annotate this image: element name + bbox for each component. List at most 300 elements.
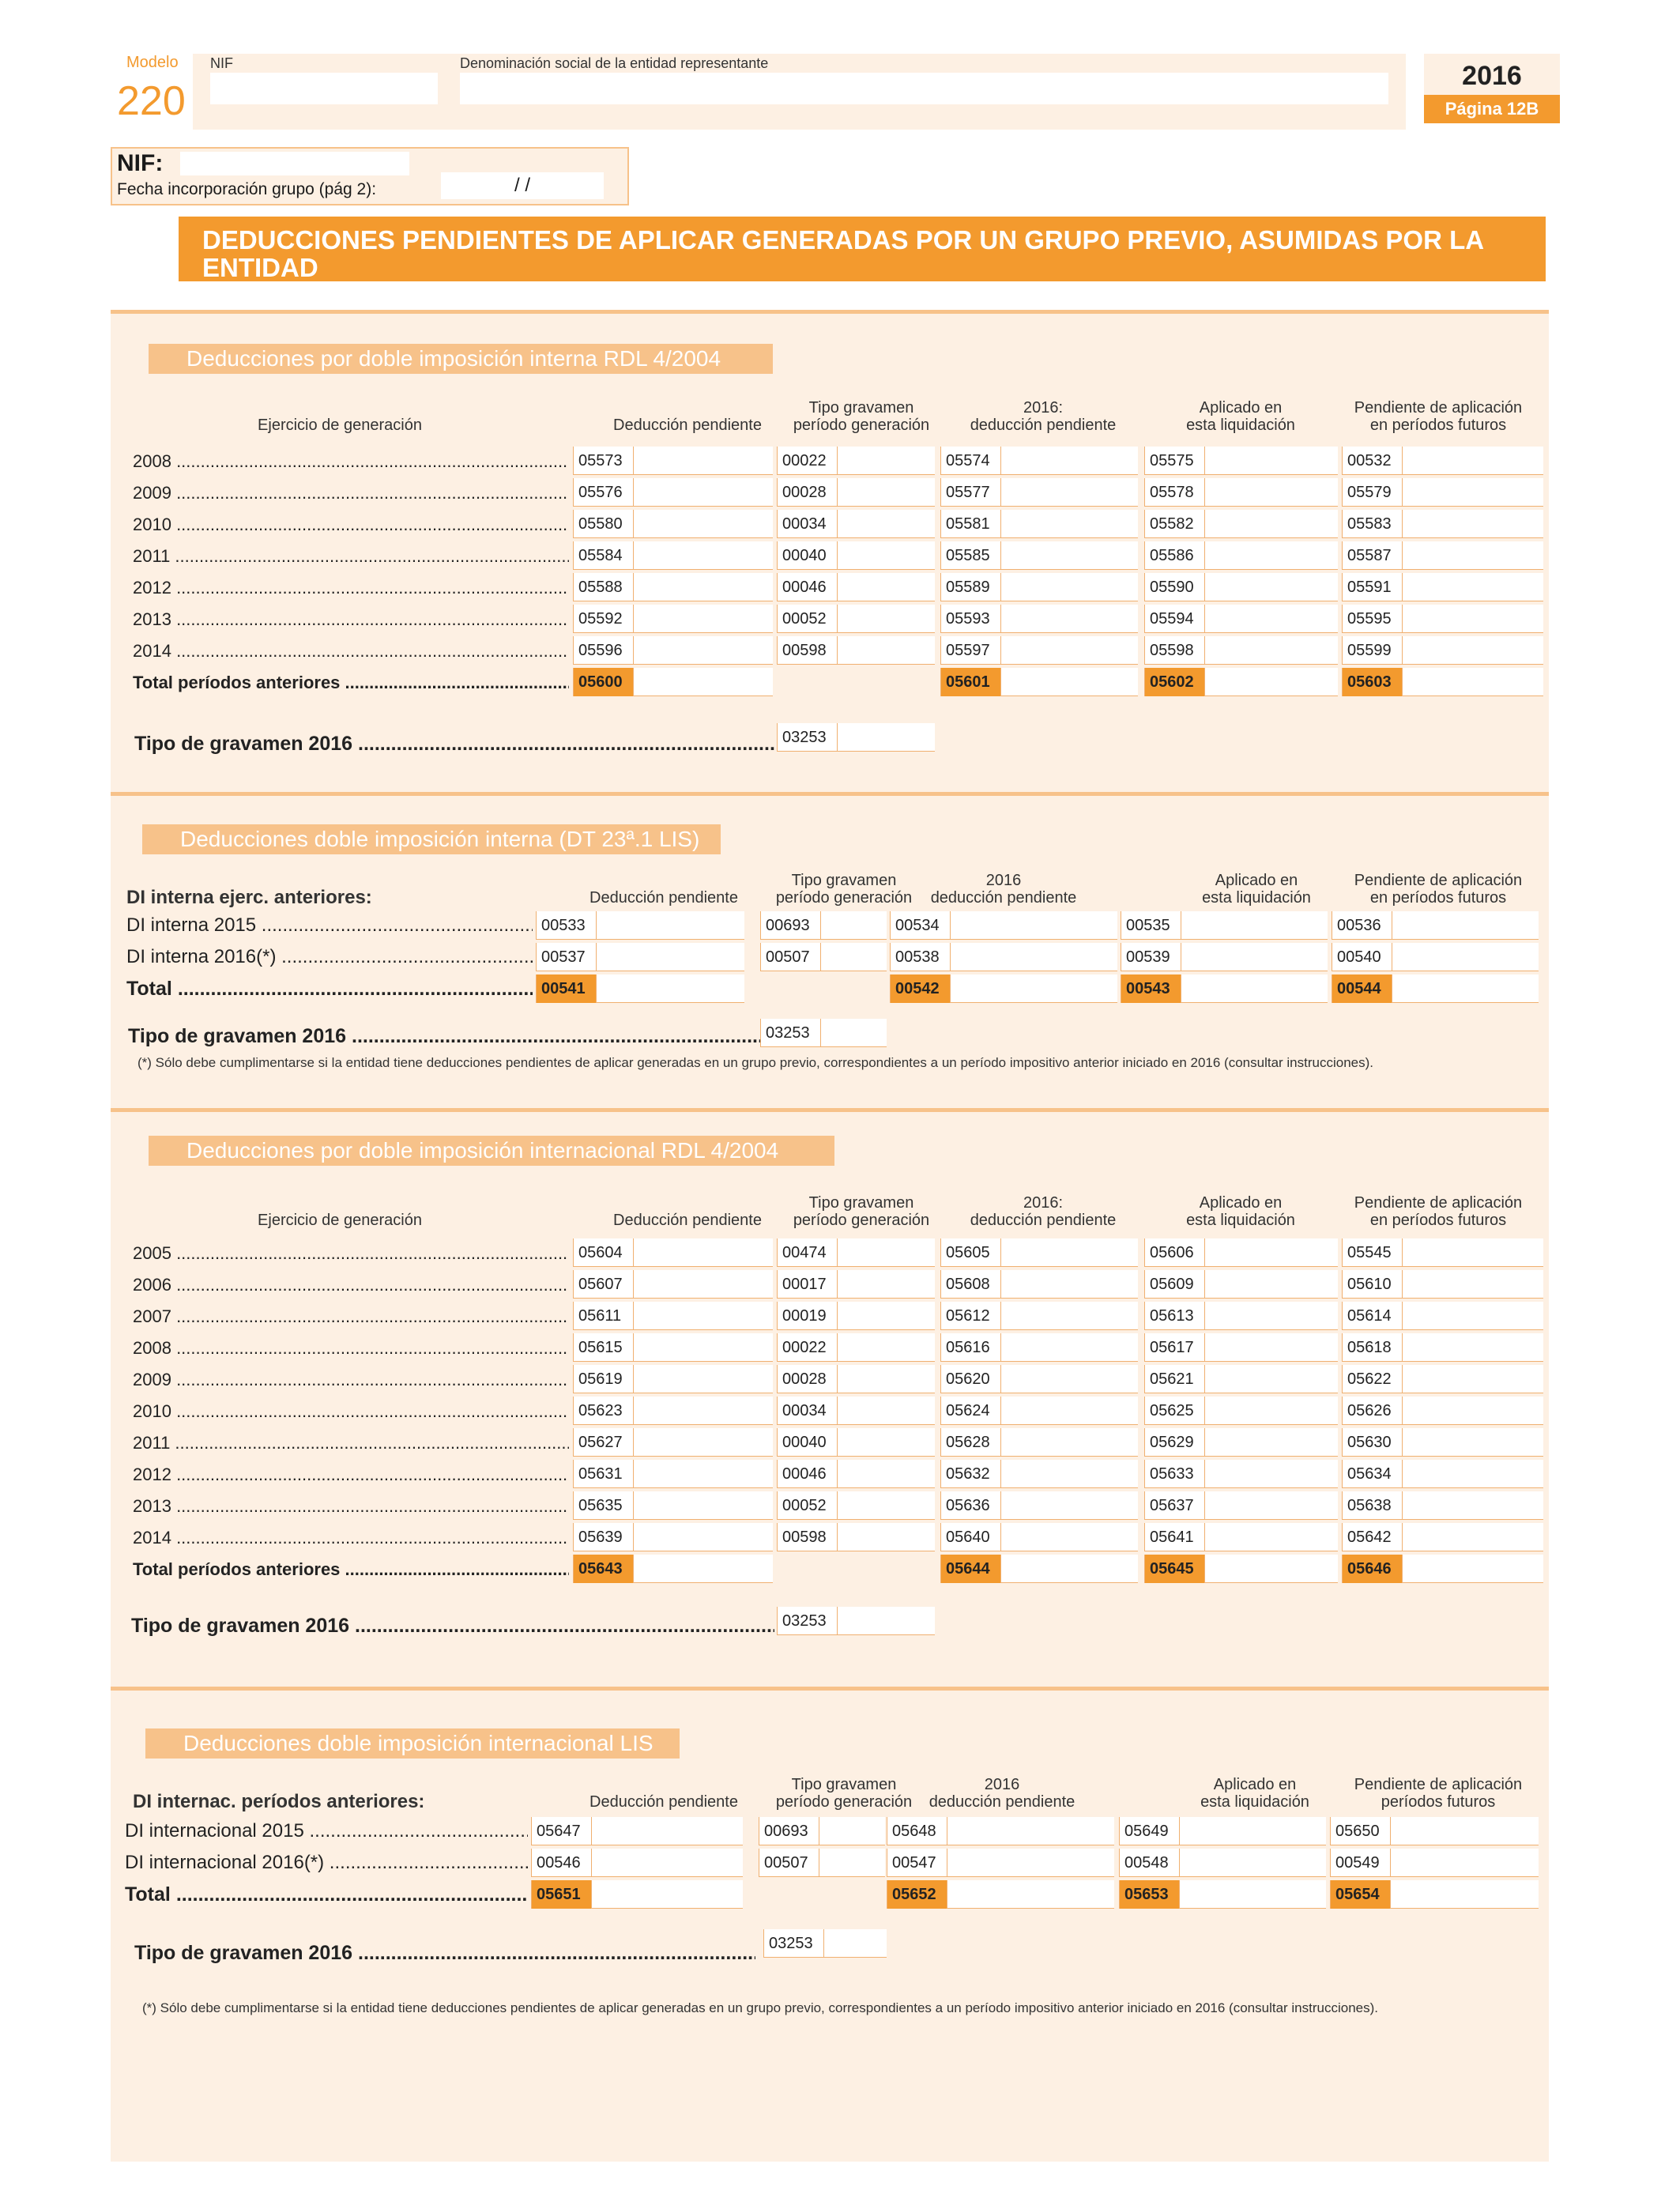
- field-05616[interactable]: [940, 1333, 1138, 1362]
- field-05589[interactable]: [940, 573, 1138, 601]
- field-00598-code: 00598: [778, 1523, 838, 1551]
- field-05593-code: 05593: [941, 605, 1001, 633]
- field-00541[interactable]: [536, 974, 744, 1003]
- field-00017[interactable]: [777, 1270, 935, 1299]
- field-05579[interactable]: [1342, 478, 1543, 507]
- field-00537-code: 00537: [537, 943, 597, 971]
- field-05641[interactable]: [1144, 1523, 1338, 1551]
- field-00034-code: 00034: [778, 510, 838, 538]
- field-05651[interactable]: [531, 1880, 743, 1909]
- field-05622-code: 05622: [1343, 1365, 1403, 1393]
- field-00052[interactable]: [777, 605, 935, 633]
- field-05635-code: 05635: [574, 1491, 634, 1520]
- field-00536-code: 00536: [1332, 911, 1392, 940]
- field-05614-code: 05614: [1343, 1302, 1403, 1330]
- field-05634[interactable]: [1342, 1460, 1543, 1488]
- field-00540-code: 00540: [1332, 943, 1392, 971]
- row-label: 2010 .....: [133, 515, 569, 535]
- field-05616-code: 05616: [941, 1333, 1001, 1362]
- field-05612[interactable]: [940, 1302, 1138, 1330]
- field-00536[interactable]: [1332, 911, 1539, 940]
- field-05602[interactable]: [1144, 668, 1338, 696]
- field-05617-code: 05617: [1145, 1333, 1205, 1362]
- field-05625-code: 05625: [1145, 1397, 1205, 1425]
- field-05652[interactable]: [887, 1880, 1114, 1909]
- field-05584-code: 05584: [574, 541, 634, 570]
- field-05596-code: 05596: [574, 636, 634, 665]
- field-05582[interactable]: [1144, 510, 1338, 538]
- field-05610[interactable]: [1342, 1270, 1543, 1299]
- field-05574[interactable]: [940, 447, 1138, 475]
- field-05602-code: 05602: [1145, 668, 1205, 696]
- field-05587[interactable]: [1342, 541, 1543, 570]
- field-00507-code: 00507: [759, 1849, 819, 1877]
- field-05595[interactable]: [1342, 605, 1543, 633]
- row-label: 2013 .....: [133, 1496, 569, 1517]
- field-00028[interactable]: [777, 478, 935, 507]
- field-00507[interactable]: [759, 1849, 885, 1877]
- field-05650-code: 05650: [1331, 1817, 1391, 1845]
- field-05642-code: 05642: [1343, 1523, 1403, 1551]
- field-05601-code: 05601: [941, 668, 1001, 696]
- col-head-left: DI interna ejerc. anteriores:: [126, 887, 372, 908]
- field-05627-code: 05627: [574, 1428, 634, 1457]
- field-05620-code: 05620: [941, 1365, 1001, 1393]
- row-label: 2011 .....: [133, 1433, 569, 1453]
- fecha-label: Fecha incorporación grupo (pág 2):: [117, 180, 377, 198]
- field-00022[interactable]: [777, 1333, 935, 1362]
- field-05610-code: 05610: [1343, 1270, 1403, 1299]
- field-05630-code: 05630: [1343, 1428, 1403, 1457]
- field-05595-code: 05595: [1343, 605, 1403, 633]
- field-05645-code: 05645: [1145, 1555, 1205, 1583]
- field-05647-code: 05647: [532, 1817, 592, 1845]
- field-05634-code: 05634: [1343, 1460, 1403, 1488]
- field-05545-code: 05545: [1343, 1238, 1403, 1267]
- row-label: 2007 .....: [133, 1306, 569, 1327]
- nif-box-input[interactable]: [180, 152, 409, 175]
- field-00046[interactable]: [777, 573, 935, 601]
- field-05587-code: 05587: [1343, 541, 1403, 570]
- field-05626-code: 05626: [1343, 1397, 1403, 1425]
- field-05644[interactable]: [940, 1555, 1138, 1583]
- field-05627[interactable]: [573, 1428, 773, 1457]
- field-05617[interactable]: [1144, 1333, 1338, 1362]
- field-05631[interactable]: [573, 1460, 773, 1488]
- field-05613-code: 05613: [1145, 1302, 1205, 1330]
- year-label: 2016: [1424, 54, 1560, 98]
- col-head-left: Ejercicio de generación: [258, 417, 422, 434]
- field-00040[interactable]: [777, 541, 935, 570]
- field-05606[interactable]: [1144, 1238, 1338, 1267]
- field-00022-code: 00022: [778, 1333, 838, 1362]
- field-05603-code: 05603: [1343, 668, 1403, 696]
- field-05645[interactable]: [1144, 1555, 1338, 1583]
- row-label: 2009 .....: [133, 483, 569, 503]
- field-05600-code: 05600: [574, 668, 634, 696]
- field-00046-code: 00046: [778, 573, 838, 601]
- nif-label: NIF: [210, 55, 233, 71]
- row-label: 2011 .....: [133, 546, 569, 567]
- total-label: Total períodos anteriores .....: [133, 673, 569, 693]
- field-05635[interactable]: [573, 1491, 773, 1520]
- field-00598[interactable]: [777, 636, 935, 665]
- tipo-gravamen-label: Tipo de gravamen 2016 .....: [134, 1942, 755, 1965]
- field-05603[interactable]: [1342, 668, 1543, 696]
- field-05590[interactable]: [1144, 573, 1338, 601]
- field-00533-code: 00533: [537, 911, 597, 940]
- field-05576-code: 05576: [574, 478, 634, 507]
- field-05590-code: 05590: [1145, 573, 1205, 601]
- field-00034[interactable]: [777, 1397, 935, 1425]
- field-00022[interactable]: [777, 447, 935, 475]
- field-05621[interactable]: [1144, 1365, 1338, 1393]
- field-00538-code: 00538: [891, 943, 951, 971]
- field-05584[interactable]: [573, 541, 773, 570]
- section-title: Deducciones doble imposición internacional LIS: [145, 1728, 680, 1759]
- field-05633[interactable]: [1144, 1460, 1338, 1488]
- field-00533[interactable]: [536, 911, 744, 940]
- col-head-aplicado: Aplicado en esta liquidación: [1186, 399, 1295, 434]
- section-di-internacional-lis: [111, 1687, 1549, 2162]
- col-head-pendiente: Pendiente de aplicación en períodos futuros: [1354, 872, 1523, 907]
- field-05604[interactable]: [573, 1238, 773, 1267]
- field-05604-code: 05604: [574, 1238, 634, 1267]
- field-05597-code: 05597: [941, 636, 1001, 665]
- field-05648[interactable]: [887, 1817, 1114, 1845]
- field-00052-code: 00052: [778, 1491, 838, 1520]
- field-05652-code: 05652: [887, 1880, 947, 1909]
- field-00538[interactable]: [890, 943, 1117, 971]
- field-00046[interactable]: [777, 1460, 935, 1488]
- field-05582-code: 05582: [1145, 510, 1205, 538]
- field-00034[interactable]: [777, 510, 935, 538]
- field-05637[interactable]: [1144, 1491, 1338, 1520]
- col-head-aplicado: Aplicado en esta liquidación: [1200, 1776, 1309, 1811]
- col-head-tipo: Tipo gravamen período generación: [775, 1776, 913, 1811]
- field-00539[interactable]: [1121, 943, 1328, 971]
- field-05625[interactable]: [1144, 1397, 1338, 1425]
- field-05585[interactable]: [940, 541, 1138, 570]
- field-00543-code: 00543: [1121, 974, 1181, 1003]
- field-05615-code: 05615: [574, 1333, 634, 1362]
- field-05574-code: 05574: [941, 447, 1001, 475]
- field-03253[interactable]: [760, 1019, 887, 1047]
- field-05653[interactable]: [1119, 1880, 1326, 1909]
- field-05613[interactable]: [1144, 1302, 1338, 1330]
- field-03253[interactable]: [777, 1607, 935, 1635]
- field-05632-code: 05632: [941, 1460, 1001, 1488]
- field-05623-code: 05623: [574, 1397, 634, 1425]
- field-05608[interactable]: [940, 1270, 1138, 1299]
- tipo-gravamen-label: Tipo de gravamen 2016 .....: [131, 1615, 774, 1638]
- field-00028-code: 00028: [778, 478, 838, 507]
- main-title-line2: INTEGRANTE DEL MISMO AL INCORPORARSE AL GRUPO (Art. 74.3 g) LIS): [202, 281, 1138, 310]
- field-00507[interactable]: [760, 943, 887, 971]
- field-00598[interactable]: [777, 1523, 935, 1551]
- field-05579-code: 05579: [1343, 478, 1403, 507]
- field-05623[interactable]: [573, 1397, 773, 1425]
- nif-box: [111, 147, 629, 205]
- field-05607[interactable]: [573, 1270, 773, 1299]
- field-05594-code: 05594: [1145, 605, 1205, 633]
- field-05580[interactable]: [573, 510, 773, 538]
- field-00532[interactable]: [1342, 447, 1543, 475]
- modelo-number: 220: [117, 78, 186, 124]
- field-00507-code: 00507: [761, 943, 821, 971]
- field-00598-code: 00598: [778, 636, 838, 665]
- field-05626[interactable]: [1342, 1397, 1543, 1425]
- field-05577[interactable]: [940, 478, 1138, 507]
- field-05609[interactable]: [1144, 1270, 1338, 1299]
- field-00544-code: 00544: [1332, 974, 1392, 1003]
- field-05586-code: 05586: [1145, 541, 1205, 570]
- col-head-aplicado: Aplicado en esta liquidación: [1186, 1194, 1295, 1229]
- field-00547[interactable]: [887, 1849, 1114, 1877]
- field-05618-code: 05618: [1343, 1333, 1403, 1362]
- field-00022-code: 00022: [778, 447, 838, 475]
- col-head-ded2016: 2016: deducción pendiente: [970, 399, 1117, 434]
- col-head-aplicado: Aplicado en esta liquidación: [1202, 872, 1311, 907]
- field-00046-code: 00046: [778, 1460, 838, 1488]
- field-00549-code: 00549: [1331, 1849, 1391, 1877]
- field-05636-code: 05636: [941, 1491, 1001, 1520]
- field-05573-code: 05573: [574, 447, 634, 475]
- field-05654[interactable]: [1330, 1880, 1539, 1909]
- field-00034-code: 00034: [778, 1397, 838, 1425]
- field-05592-code: 05592: [574, 605, 634, 633]
- field-05643-code: 05643: [574, 1555, 634, 1583]
- col-head-left: Ejercicio de generación: [258, 1212, 422, 1229]
- row-label: 2014 .....: [133, 641, 569, 662]
- row-label: 2012 .....: [133, 578, 569, 598]
- field-05611-code: 05611: [574, 1302, 634, 1330]
- field-00474[interactable]: [777, 1238, 935, 1267]
- col-head-ded2016: 2016 deducción pendiente: [930, 872, 1077, 907]
- section-di-internacional-rdl: [111, 1108, 1549, 1691]
- header-box: [193, 54, 1406, 130]
- total-label: Total .....: [125, 1883, 528, 1906]
- field-00542-code: 00542: [891, 974, 951, 1003]
- field-05618[interactable]: [1342, 1333, 1543, 1362]
- field-05637-code: 05637: [1145, 1491, 1205, 1520]
- field-05624-code: 05624: [941, 1397, 1001, 1425]
- field-00543[interactable]: [1121, 974, 1328, 1003]
- main-title: [179, 217, 1546, 310]
- section-title: Deducciones doble imposición interna (DT 23ª.1 LIS): [142, 824, 721, 854]
- field-05611[interactable]: [573, 1302, 773, 1330]
- field-00549[interactable]: [1330, 1849, 1539, 1877]
- field-00532-code: 00532: [1343, 447, 1403, 475]
- field-05585-code: 05585: [941, 541, 1001, 570]
- field-05615[interactable]: [573, 1333, 773, 1362]
- row-label: 2012 .....: [133, 1465, 569, 1485]
- col-head-deduccion: Deducción pendiente: [590, 1793, 738, 1811]
- field-05577-code: 05577: [941, 478, 1001, 507]
- field-05624[interactable]: [940, 1397, 1138, 1425]
- field-05619-code: 05619: [574, 1365, 634, 1393]
- field-00534[interactable]: [890, 911, 1117, 940]
- field-05591[interactable]: [1342, 573, 1543, 601]
- modelo-label: Modelo: [126, 54, 179, 71]
- row-label: 2013 .....: [133, 609, 569, 630]
- field-05640[interactable]: [940, 1523, 1138, 1551]
- field-05597[interactable]: [940, 636, 1138, 665]
- field-05631-code: 05631: [574, 1460, 634, 1488]
- col-head-tipo: Tipo gravamen período generación: [793, 399, 930, 434]
- row-label: DI internacional 2016(*) .....: [125, 1852, 528, 1874]
- field-05630[interactable]: [1342, 1428, 1543, 1457]
- denominacion-input[interactable]: [460, 73, 1388, 104]
- field-05619[interactable]: [573, 1365, 773, 1393]
- field-00052-code: 00052: [778, 605, 838, 633]
- field-05593[interactable]: [940, 605, 1138, 633]
- field-00040-code: 00040: [778, 1428, 838, 1457]
- field-05545[interactable]: [1342, 1238, 1543, 1267]
- field-00539-code: 00539: [1121, 943, 1181, 971]
- field-05638-code: 05638: [1343, 1491, 1403, 1520]
- col-head-deduccion: Deducción pendiente: [590, 889, 738, 907]
- field-00542[interactable]: [890, 974, 1117, 1003]
- field-00693[interactable]: [759, 1817, 885, 1845]
- field-00028[interactable]: [777, 1365, 935, 1393]
- field-05600[interactable]: [573, 668, 773, 696]
- field-05583[interactable]: [1342, 510, 1543, 538]
- field-05654-code: 05654: [1331, 1880, 1391, 1909]
- section-di-interna-lis: [111, 792, 1549, 1112]
- field-00535[interactable]: [1121, 911, 1328, 940]
- footnote: (*) Sólo debe cumplimentarse si la entidad tiene deducciones pendientes de aplicar generadas en un grupo previo, correspondientes a un período impositivo anterior iniciado en 2016 (consultar instrucciones).: [137, 1055, 1373, 1070]
- field-05580-code: 05580: [574, 510, 634, 538]
- field-05653-code: 05653: [1120, 1880, 1180, 1909]
- field-03253-code: 03253: [778, 723, 838, 752]
- field-05642[interactable]: [1342, 1523, 1543, 1551]
- field-05601[interactable]: [940, 668, 1138, 696]
- footnote: (*) Sólo debe cumplimentarse si la entidad tiene deducciones pendientes de aplicar generadas en un grupo previo, correspondientes a un período impositivo anterior iniciado en 2016 (consultar instrucciones).: [142, 2000, 1378, 2015]
- field-05598-code: 05598: [1145, 636, 1205, 665]
- row-label: 2008 .....: [133, 451, 569, 472]
- row-label: 2014 .....: [133, 1528, 569, 1548]
- field-00028-code: 00028: [778, 1365, 838, 1393]
- row-label: 2005 .....: [133, 1243, 569, 1264]
- field-00474-code: 00474: [778, 1238, 838, 1267]
- field-00052[interactable]: [777, 1491, 935, 1520]
- field-00548[interactable]: [1119, 1849, 1326, 1877]
- field-05647[interactable]: [531, 1817, 743, 1845]
- field-00019[interactable]: [777, 1302, 935, 1330]
- field-05575-code: 05575: [1145, 447, 1205, 475]
- section-title: Deducciones por doble imposición interna RDL 4/2004: [149, 344, 773, 374]
- field-00017-code: 00017: [778, 1270, 838, 1299]
- row-label: DI interna 2016(*) .....: [126, 946, 533, 968]
- field-05643[interactable]: [573, 1555, 773, 1583]
- field-05596[interactable]: [573, 636, 773, 665]
- field-05629-code: 05629: [1145, 1428, 1205, 1457]
- row-label: 2010 .....: [133, 1401, 569, 1422]
- field-05605[interactable]: [940, 1238, 1138, 1267]
- total-label: Total .....: [126, 978, 533, 1001]
- field-05636[interactable]: [940, 1491, 1138, 1520]
- row-label: 2006 .....: [133, 1275, 569, 1295]
- field-05629[interactable]: [1144, 1428, 1338, 1457]
- total-label: Total períodos anteriores .....: [133, 1559, 569, 1580]
- field-03253[interactable]: [763, 1929, 887, 1958]
- field-00693[interactable]: [760, 911, 887, 940]
- field-05592[interactable]: [573, 605, 773, 633]
- field-05598[interactable]: [1144, 636, 1338, 665]
- field-05575[interactable]: [1144, 447, 1338, 475]
- field-05607-code: 05607: [574, 1270, 634, 1299]
- field-05581[interactable]: [940, 510, 1138, 538]
- field-05588[interactable]: [573, 573, 773, 601]
- denominacion-label: Denominación social de la entidad representante: [460, 55, 769, 71]
- field-05620[interactable]: [940, 1365, 1138, 1393]
- tipo-gravamen-label: Tipo de gravamen 2016 .....: [128, 1025, 760, 1048]
- page-tag: Página 12B NIF2: [1424, 95, 1560, 123]
- field-05599[interactable]: [1342, 636, 1543, 665]
- field-00544[interactable]: [1332, 974, 1539, 1003]
- field-05581-code: 05581: [941, 510, 1001, 538]
- field-00547-code: 00547: [887, 1849, 947, 1877]
- field-05594[interactable]: [1144, 605, 1338, 633]
- field-05578[interactable]: [1144, 478, 1338, 507]
- field-05614[interactable]: [1342, 1302, 1543, 1330]
- field-05621-code: 05621: [1145, 1365, 1205, 1393]
- field-05586[interactable]: [1144, 541, 1338, 570]
- field-05639-code: 05639: [574, 1523, 634, 1551]
- field-05588-code: 05588: [574, 573, 634, 601]
- col-head-ded2016: 2016 deducción pendiente: [929, 1776, 1075, 1811]
- field-00546-code: 00546: [532, 1849, 592, 1877]
- field-05622[interactable]: [1342, 1365, 1543, 1393]
- field-05632[interactable]: [940, 1460, 1138, 1488]
- field-05641-code: 05641: [1145, 1523, 1205, 1551]
- field-05591-code: 05591: [1343, 573, 1403, 601]
- col-head-tipo: Tipo gravamen período generación: [793, 1194, 930, 1229]
- field-05605-code: 05605: [941, 1238, 1001, 1267]
- field-05573[interactable]: [573, 447, 773, 475]
- col-head-pendiente: Pendiente de aplicación períodos futuros: [1354, 1776, 1523, 1811]
- field-03253-code: 03253: [761, 1019, 821, 1047]
- col-head-pendiente: Pendiente de aplicación en períodos futuros: [1354, 399, 1523, 434]
- field-05576[interactable]: [573, 478, 773, 507]
- field-00040[interactable]: [777, 1428, 935, 1457]
- field-05646[interactable]: [1342, 1555, 1543, 1583]
- field-03253[interactable]: [777, 723, 935, 752]
- field-05638[interactable]: [1342, 1491, 1543, 1520]
- field-05578-code: 05578: [1145, 478, 1205, 507]
- field-03253-code: 03253: [764, 1929, 824, 1958]
- nif-input[interactable]: [210, 73, 438, 104]
- field-05628[interactable]: [940, 1428, 1138, 1457]
- col-head-tipo: Tipo gravamen período generación: [775, 872, 913, 907]
- field-00546[interactable]: [531, 1849, 743, 1877]
- field-05649-code: 05649: [1120, 1817, 1180, 1845]
- col-head-pendiente: Pendiente de aplicación en períodos futuros: [1354, 1194, 1523, 1229]
- field-05649[interactable]: [1119, 1817, 1326, 1845]
- field-00537[interactable]: [536, 943, 744, 971]
- main-title-line1: DEDUCCIONES PENDIENTES DE APLICAR GENERADAS POR UN GRUPO PREVIO, ASUMIDAS POR LA ENTIDAD: [202, 225, 1483, 282]
- col-head-deduccion: Deducción pendiente: [613, 1212, 762, 1229]
- field-05650[interactable]: [1330, 1817, 1539, 1845]
- field-05639[interactable]: [573, 1523, 773, 1551]
- field-05606-code: 05606: [1145, 1238, 1205, 1267]
- col-head-ded2016: 2016: deducción pendiente: [970, 1194, 1117, 1229]
- row-label: DI interna 2015 .....: [126, 914, 533, 937]
- field-00540[interactable]: [1332, 943, 1539, 971]
- fecha-input[interactable]: / /: [441, 172, 604, 199]
- field-05651-code: 05651: [532, 1880, 592, 1909]
